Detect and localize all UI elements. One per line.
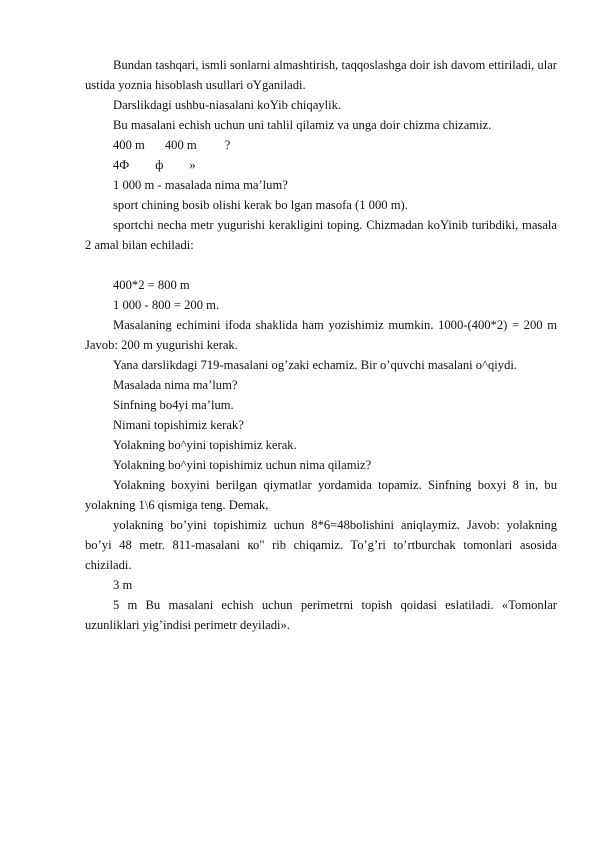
paragraph: 5 m Bu masalani echish uchun perimetrni topish qoidasi eslatiladi. «Tomonlar uzunliklari yig’indisi perimetr deyiladi». <box>85 598 557 632</box>
equation-line: 1 000 - 800 = 200 m. <box>113 298 220 312</box>
question-line: Masalada nima ma’lum? <box>113 378 238 392</box>
answer-line: Yolakning bo^yini topishimiz kerak. <box>113 438 297 452</box>
paragraph: sport chining bosib olishi kerak bo lgan masofa (1 000 m). <box>113 198 408 212</box>
diagram-symbol-row <box>85 155 557 175</box>
symbol-text: » <box>189 158 196 172</box>
symbol-text: ф <box>155 158 164 172</box>
paragraph: Yolakning boxyini berilgan qiymatlar yordamida topamiz. Sinfning boxyi 8 in, bu yolakning 1\6 qismiga teng. Demak, <box>85 478 557 512</box>
symbol-text: 4Ф <box>113 158 130 172</box>
distance-label: 400 m <box>164 138 197 152</box>
paragraph: sportchi necha metr yugurishi kerakligini toping. Chizmadan koYinib turibdiki, masala 2 amal bilan echiladi: <box>85 218 557 252</box>
paragraph: yolakning bo’yini topishimiz uchun 8*6=48bolishini aniqlaymiz. Javob: yolakning bo’yi 48 metr. 811-masalani ко" rib chiqamiz. To’g’ri to’rtburchak tomonlari asosida chiziladi. <box>85 518 557 572</box>
answer-line: Sinfning bo4yi ma’lum. <box>113 398 234 412</box>
paragraph: Darslikdagi ushbu-niasalani koYib chiqaylik. <box>113 98 342 112</box>
paragraph: Yana darslikdagi 719-masalani og’zaki echamiz. Bir o’quvchi masalani o^qiydi. <box>113 358 518 372</box>
distance-label: 400 m <box>113 138 145 152</box>
paragraph: 1 000 m - masalada nima ma’lum? <box>113 178 288 192</box>
diagram-distance-row <box>85 135 557 155</box>
equation-line: 400*2 = 800 m <box>113 278 190 292</box>
diagram-label: 3 m <box>113 578 133 592</box>
question-line: Nimani topishimiz kerak? <box>113 418 244 432</box>
document-body <box>85 55 557 635</box>
question-line: Yolakning bo^yini topishimiz uchun nima qilamiz? <box>113 458 372 472</box>
paragraph: Masalaning echimini ifoda shaklida ham yozishimiz mumkin. 1000-(400*2) = 200 m Javob: 200 m yugurishi kerak. <box>85 318 557 352</box>
unknown-label: ? <box>224 138 231 152</box>
paragraph: Bu masalani echish uchun uni tahlil qilamiz va unga doir chizma chizamiz. <box>113 118 492 132</box>
paragraph: Bundan tashqari, ismli sonlarni almashtirish, taqqoslashga doir ish davom ettiriladi, ular ustida yoznia hisoblash usullari oYganiladi. <box>85 58 557 92</box>
blank-line <box>85 255 557 275</box>
